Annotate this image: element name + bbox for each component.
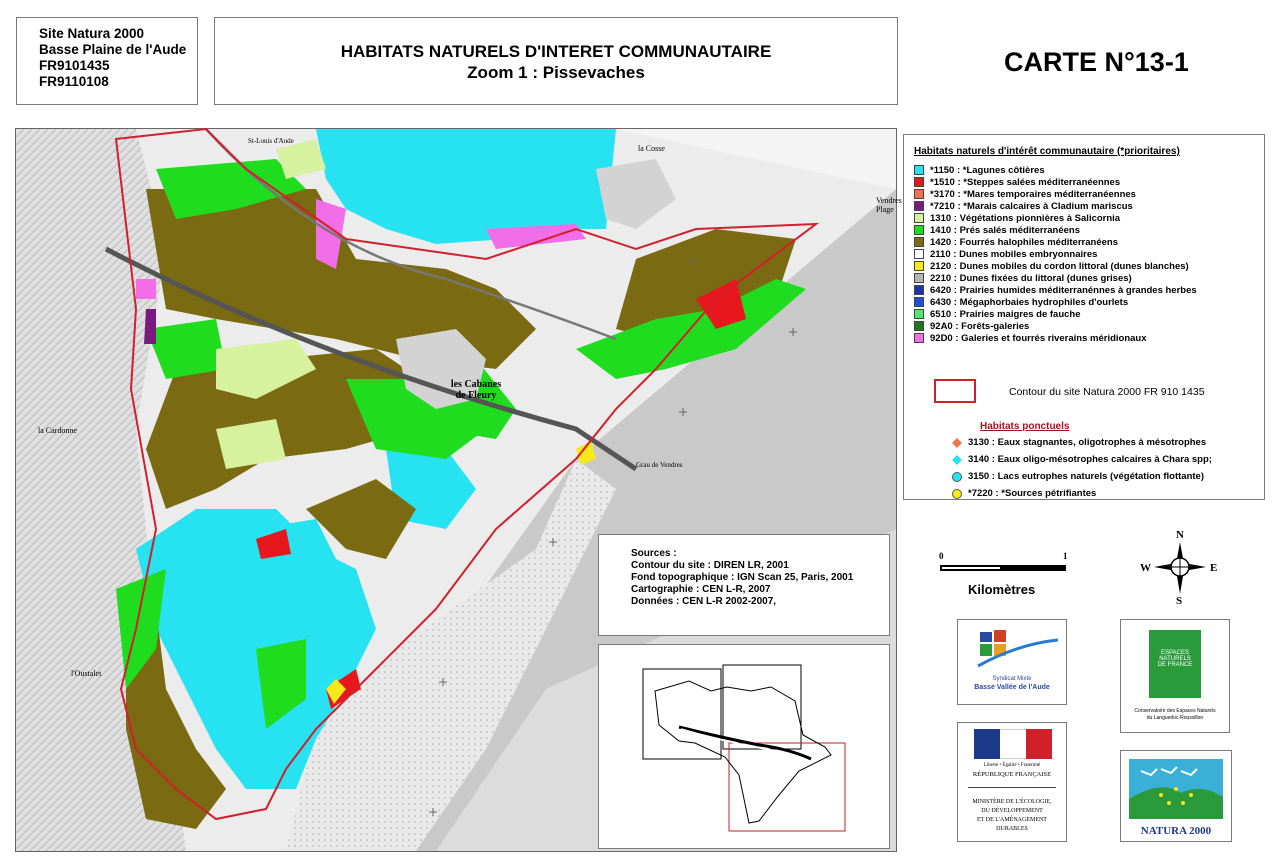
legend-code: 6430 xyxy=(930,296,952,308)
cen-logo-panel xyxy=(1149,630,1201,698)
legend-swatch xyxy=(914,165,924,175)
legend-swatch xyxy=(914,189,924,199)
natura2000-text: NATURA 2000 xyxy=(1140,825,1212,837)
legend-swatch xyxy=(914,273,924,283)
legend-label: Prés salés méditerranéens xyxy=(959,224,1080,236)
legend-label: *Mares temporaires méditerranéennes xyxy=(963,188,1136,200)
legend-item: 6510 : Prairies maigres de fauche xyxy=(914,308,1081,320)
legend-code: 2210 xyxy=(930,272,952,284)
legend-code: *3170 xyxy=(930,188,955,200)
cen-line: ESPACES xyxy=(1161,650,1189,656)
map-title: HABITATS NATURELS D'INTERET COMMUNAUTAIRE xyxy=(340,42,772,61)
syndicat-line: Syndicat Mixte xyxy=(992,676,1032,682)
ponctuel-item: 3140 : Eaux oligo-mésotrophes calcaires à Chara spp; xyxy=(952,454,1212,465)
cen-line: DE FRANCE xyxy=(1157,662,1193,668)
site-line: Site Natura 2000 xyxy=(39,26,145,41)
ministere-line: DURABLES xyxy=(996,826,1028,832)
legend-item: 1310 : Végétations pionnières à Salicornia xyxy=(914,212,1120,224)
site-line: FR9101435 xyxy=(39,58,110,73)
legend-label: Galeries et fourrés riverains méridionaux xyxy=(961,332,1147,344)
legend-swatch xyxy=(914,285,924,295)
place-label: la Cosse xyxy=(638,144,665,153)
scale-bar xyxy=(937,548,1071,608)
place-label: la Cardonne xyxy=(38,426,77,435)
ponctuel-label: *Sources pétrifiantes xyxy=(1001,488,1097,499)
diamond-icon xyxy=(952,455,962,465)
legend-label: Dunes mobiles embryonnaires xyxy=(959,248,1098,260)
compass-w: W xyxy=(1140,562,1151,574)
legend-code: 1310 xyxy=(930,212,952,224)
legend-item: 2210 : Dunes fixées du littoral (dunes grises) xyxy=(914,272,1132,284)
galeries-3 xyxy=(136,279,156,299)
ponctuel-item: 3130 : Eaux stagnantes, oligotrophes à mésotrophes xyxy=(952,437,1206,448)
legend-title: Habitats naturels d'intérêt communautaire (*prioritaires) xyxy=(914,146,1180,157)
place-label: l'Oustalet xyxy=(71,669,102,678)
site-info-box xyxy=(16,17,198,105)
legend-code: 1410 xyxy=(930,224,952,236)
ministere-line: DU DÉVELOPPEMENT xyxy=(981,808,1043,814)
place-label: Vendres Plage xyxy=(876,196,902,214)
compass-n: N xyxy=(1176,529,1184,541)
legend-code: *7210 xyxy=(930,200,955,212)
locator-drawing xyxy=(599,645,889,848)
legend-item: 92A0 : Forêts-galeries xyxy=(914,320,1029,332)
locator-map xyxy=(598,644,890,849)
north-arrow-icon xyxy=(1140,528,1220,606)
ponctuel-label: Lacs eutrophes naturels (végétation flottante) xyxy=(997,471,1204,482)
syndicat-logo xyxy=(957,619,1067,705)
legend-code: *1150 xyxy=(930,164,955,176)
place-label: Grau de Vendres xyxy=(636,461,683,469)
map-number: CARTE N°13-1 xyxy=(1004,47,1189,77)
legend-label: Dunes mobiles du cordon littoral (dunes blanches) xyxy=(959,260,1189,272)
legend-label: Prairies humides méditerranénnes à grandes herbes xyxy=(959,284,1197,296)
ponctuel-label: Eaux stagnantes, oligotrophes à mésotrophes xyxy=(997,437,1207,448)
legend-label: *Steppes salées méditerranéennes xyxy=(963,176,1121,188)
sources-line: Contour du site : DIREN LR, 2001 xyxy=(631,560,789,571)
legend-code: 6420 xyxy=(930,284,952,296)
ponctuel-code: 3130 xyxy=(968,437,990,448)
compass-s: S xyxy=(1176,595,1183,607)
legend-code: 2120 xyxy=(930,260,952,272)
diamond-icon xyxy=(952,438,962,448)
legend-code: *1510 xyxy=(930,176,955,188)
legend-item: 6420 : Prairies humides méditerranénnes à grandes herbes xyxy=(914,284,1197,296)
legend-swatch xyxy=(914,177,924,187)
ministere-logo xyxy=(957,722,1067,842)
title-box xyxy=(214,17,898,105)
ministere-line: ET DE L'AMÉNAGEMENT xyxy=(977,817,1047,823)
legend-swatch xyxy=(914,225,924,235)
map-subtitle: Zoom 1 : Pissevaches xyxy=(467,63,645,82)
legend-item: 1420 : Fourrés halophiles méditerranéens xyxy=(914,236,1118,248)
scale-max: 1 xyxy=(1063,551,1068,561)
syndicat-line: Basse Vallée de l'Aude xyxy=(974,684,1050,691)
circle-icon xyxy=(952,489,962,499)
legend-label: Forêts-galeries xyxy=(961,320,1030,332)
place-label: St-Louis d'Aude xyxy=(248,137,294,145)
sources-line: Données : CEN L-R 2002-2007, xyxy=(631,596,777,607)
legend-box xyxy=(903,134,1265,500)
contour-swatch xyxy=(934,379,976,403)
legend-item: 92D0 : Galeries et fourrés riverains méridionaux xyxy=(914,332,1147,344)
legend-swatch xyxy=(914,261,924,271)
legend-item: 2110 : Dunes mobiles embryonnaires xyxy=(914,248,1097,260)
legend-label: Végétations pionnières à Salicornia xyxy=(959,212,1121,224)
legend-swatch xyxy=(914,297,924,307)
legend-item: 6430 : Mégaphorbaies hydrophiles d'ourlets xyxy=(914,296,1128,308)
legend-swatch xyxy=(914,213,924,223)
ponctuel-code: 3140 xyxy=(968,454,990,465)
natura2000-logo xyxy=(1120,750,1232,842)
marais-cladium xyxy=(144,309,156,344)
legend-swatch xyxy=(914,309,924,319)
legend-item: *1510 : *Steppes salées méditerranéennes xyxy=(914,176,1120,188)
sources-line: Sources : xyxy=(631,548,677,559)
sources-line: Fond topographique : IGN Scan 25, Paris, 2001 xyxy=(631,572,854,583)
legend-swatch xyxy=(914,333,924,343)
place-label: les Cabanes de Fleury xyxy=(450,379,502,401)
ponctuel-label: Eaux oligo-mésotrophes calcaires à Chara spp; xyxy=(997,454,1212,465)
ponctuel-item: 3150 : Lacs eutrophes naturels (végétation flottante) xyxy=(952,471,1204,482)
legend-label: Mégaphorbaies hydrophiles d'ourlets xyxy=(959,296,1129,308)
legend-item: 1410 : Prés salés méditerranéens xyxy=(914,224,1080,236)
site-line: Basse Plaine de l'Aude xyxy=(39,42,187,57)
ponctuels-title: Habitats ponctuels xyxy=(980,421,1070,432)
circle-icon xyxy=(952,472,962,482)
legend-item: *7210 : *Marais calcaires à Cladium mariscus xyxy=(914,200,1133,212)
legend-code: 2110 xyxy=(930,248,951,260)
ponctuel-code: 3150 xyxy=(968,471,990,482)
republique-motto: Liberté • Égalité • Fraternité xyxy=(983,763,1041,768)
legend-label: Prairies maigres de fauche xyxy=(959,308,1081,320)
legend-code: 1420 xyxy=(930,236,952,248)
scale-min: 0 xyxy=(939,551,944,561)
cen-caption: Conservatoire des Espaces Naturels xyxy=(1134,708,1216,714)
legend-label: *Lagunes côtières xyxy=(962,164,1045,176)
legend-label: *Marais calcaires à Cladium mariscus xyxy=(963,200,1133,212)
legend-swatch xyxy=(914,249,924,259)
contour-label: Contour du site Natura 2000 FR 910 1435 xyxy=(1009,386,1205,398)
republique-name: RÉPUBLIQUE FRANÇAISE xyxy=(972,771,1052,778)
compass-e: E xyxy=(1210,562,1218,574)
site-line: FR9110108 xyxy=(39,74,109,89)
cen-line: NATURELS xyxy=(1159,656,1191,662)
ponctuel-item: *7220 : *Sources pétrifiantes xyxy=(952,488,1096,499)
scale-unit: Kilomètres xyxy=(968,582,1036,597)
sources-box xyxy=(598,534,890,636)
legend-code: 92D0 xyxy=(930,332,953,344)
legend-label: Fourrés halophiles méditerranéens xyxy=(959,236,1118,248)
cen-logo xyxy=(1120,619,1230,733)
legend-label: Dunes fixées du littoral (dunes grises) xyxy=(959,272,1132,284)
legend-swatch xyxy=(914,237,924,247)
legend-swatch xyxy=(914,201,924,211)
ponctuel-code: *7220 xyxy=(968,488,993,499)
legend-code: 6510 xyxy=(930,308,952,320)
legend-item: 2120 : Dunes mobiles du cordon littoral (dunes blanches) xyxy=(914,260,1189,272)
legend-item: *3170 : *Mares temporaires méditerranéennes xyxy=(914,188,1136,200)
legend-swatch xyxy=(914,321,924,331)
legend-item: *1150 : *Lagunes côtières xyxy=(914,164,1045,176)
ministere-line: MINISTÈRE DE L'ÉCOLOGIE, xyxy=(972,799,1052,805)
cen-caption: du Languedoc-Roussillon xyxy=(1146,715,1204,721)
republique-flag xyxy=(974,729,1052,759)
sources-line: Cartographie : CEN L-R, 2007 xyxy=(631,584,771,595)
legend-code: 92A0 xyxy=(930,320,953,332)
